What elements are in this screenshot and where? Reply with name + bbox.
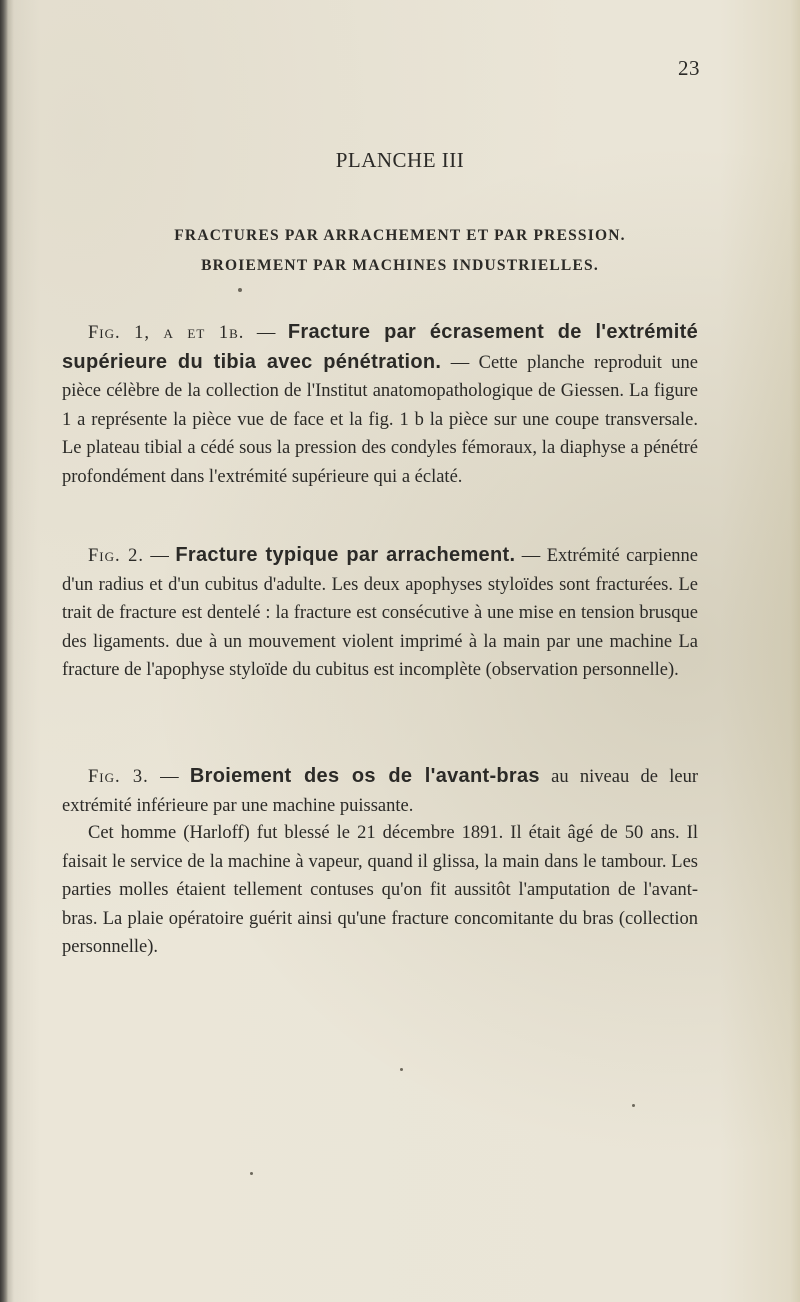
figure-2-paragraph [62, 541, 698, 685]
ink-speck [400, 1068, 403, 1071]
section-title-line-1: FRACTURES PAR ARRACHEMENT ET PAR PRESSION. [174, 227, 626, 244]
page-number: 23 [678, 56, 700, 80]
figure-3-text: au niveau de leur extrémité inférieure par une machine puissante. [62, 767, 698, 816]
ink-speck [250, 1172, 253, 1175]
figure-2-label: Fig. 2. [88, 546, 144, 566]
ink-speck [238, 288, 242, 292]
figure-1-paragraph [62, 318, 698, 492]
page-gutter-shadow [0, 0, 8, 1302]
ink-speck [632, 1104, 635, 1107]
figure-3-paragraph [62, 762, 698, 820]
figure-1-separator: — [244, 323, 288, 343]
figure-3-label: Fig. 3. [88, 767, 149, 787]
figure-3-separator: — [148, 767, 190, 787]
figure-2-text: — Extrémité carpienne d'un radius et d'un cubitus d'adulte. Les deux apophyses styloïdes sont fracturées. Le trait de fracture est dentelé : la fracture est consécutive à une mise en tension brusque des ligaments. due à un mouvement violent imprimé à la main par une machine La fracture de l'apophyse styloïde du cubitus est incomplète (observation personnelle). [62, 546, 699, 681]
figure-2-separator: — [143, 546, 176, 566]
figure-3-heading: Broiement des os de l'avant-bras [189, 765, 540, 787]
figure-2-heading: Fracture typique par arrachement. [175, 544, 516, 566]
figure-1-label: Fig. 1, a et 1b. [88, 323, 245, 343]
figure-3-continuation: Cet homme (Harloff) fut blessé le 21 décembre 1891. Il était âgé de 50 ans. Il faisait le service de la machine à vapeur, quand il glissa, la main dans le tambour. Les parties molles étaient tellement contuses qu'on fit aussitôt l'amputation de l'avant-bras. La plaie opératoire guérit ainsi qu'une fracture concomitante du bras (collection personnelle). [62, 823, 698, 958]
figure-1-heading: Fracture par écrasement de l'extrémité supérieure du tibia avec pénétration. [62, 321, 698, 373]
figure-1-text: — Cette planche reproduit une pièce célèbre de la collection de l'Institut anatomopathologique de Giessen. La figure 1 a représente la pièce vue de face et la fig. 1 b la pièce sur une coupe transversale. Le plateau tibial a cédé sous la pression des condyles fémoraux, la diaphyse a pénétré profondément dans l'extrémité supérieure qui a éclaté. [62, 352, 698, 487]
plate-title: PLANCHE III [335, 148, 465, 172]
section-title-line-2: BROIEMENT PAR MACHINES INDUSTRIELLES. [201, 257, 599, 274]
